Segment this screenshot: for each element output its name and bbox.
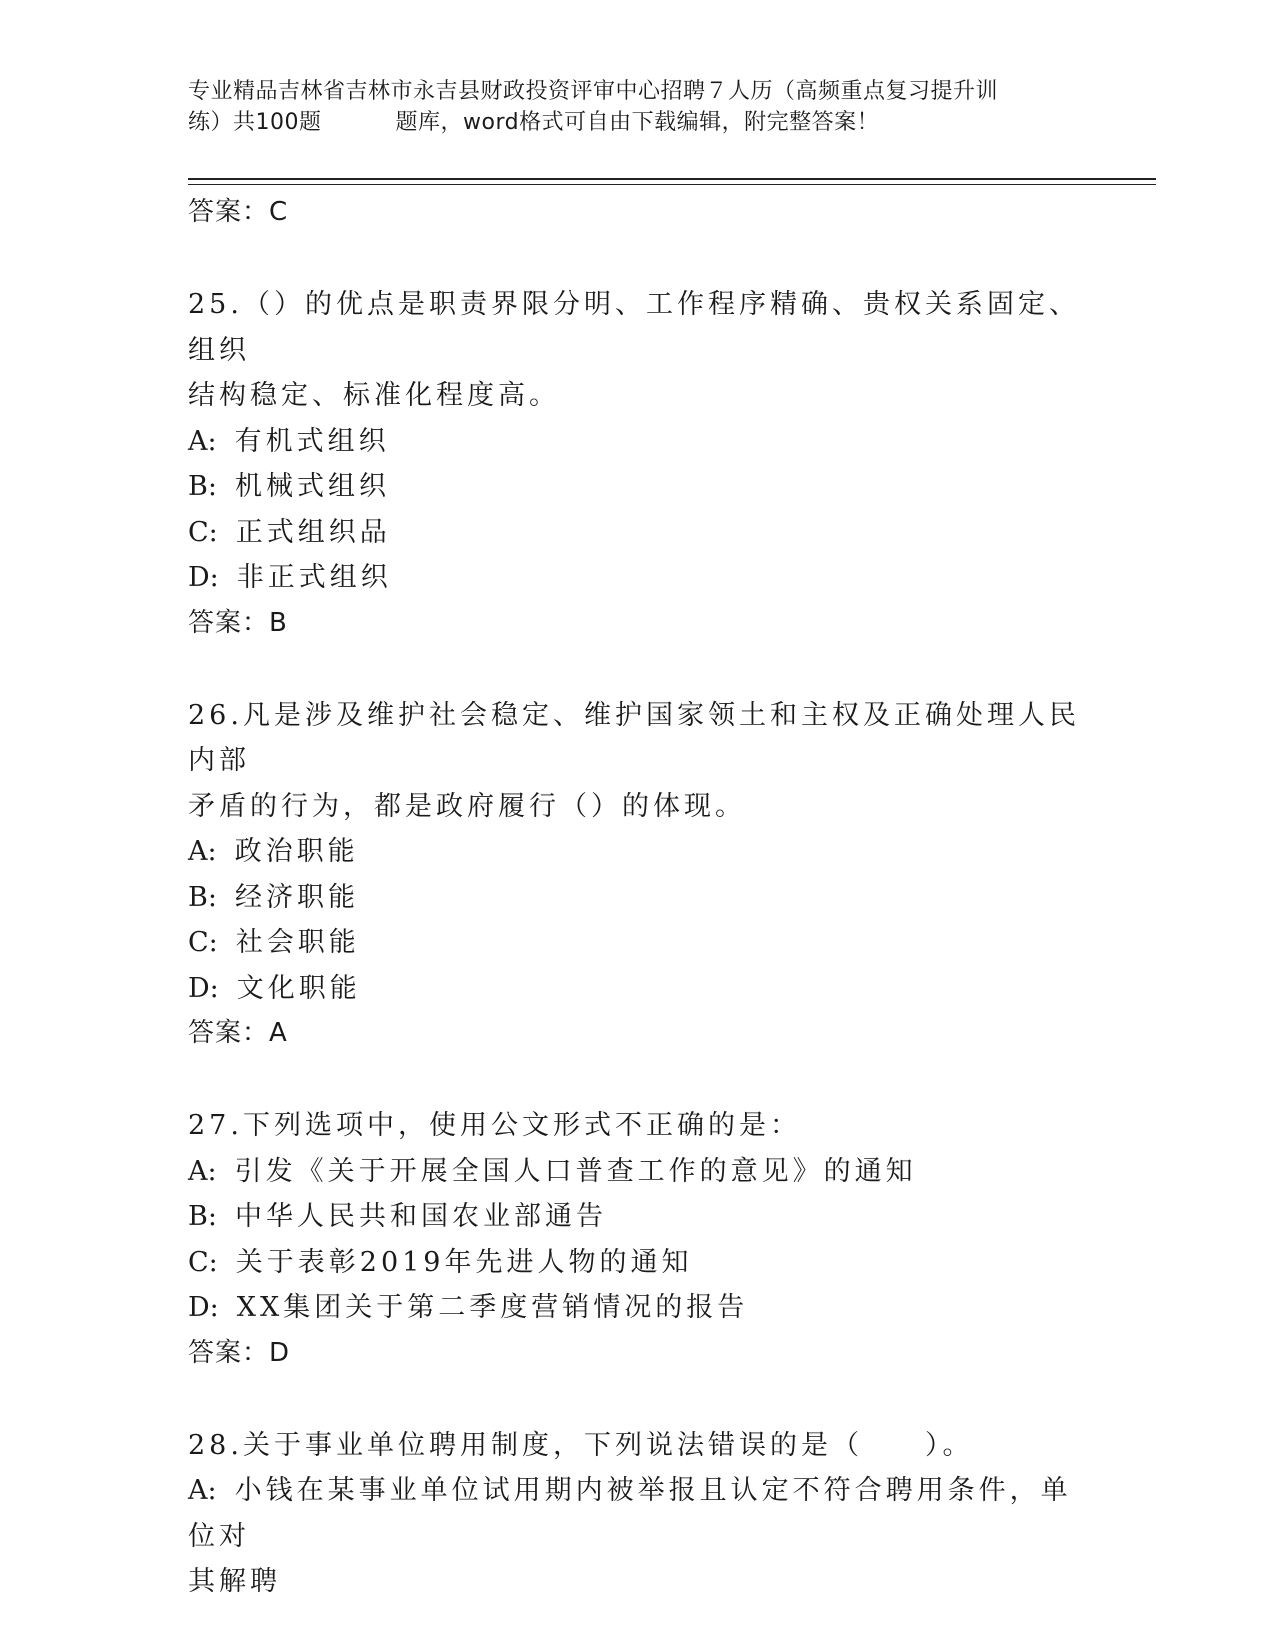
header-divider-thin — [188, 184, 1156, 185]
question-text-line: 26.凡是涉及维护社会稳定、维护国家领土和主权及正确处理人民内部 — [188, 699, 1080, 776]
option-text: 正式组织品 — [235, 516, 391, 548]
question-text-line: 28.关于事业单位聘用制度，下列说法错误的是（ ）。 — [188, 1429, 974, 1461]
question-item — [188, 1103, 1088, 1375]
option-b — [188, 1194, 1088, 1240]
question-text-line: 27.下列选项中，使用公文形式不正确的是： — [188, 1110, 801, 1141]
option-text: 文化职能 — [236, 972, 361, 1004]
option-c — [188, 920, 1088, 966]
header-title-line2 — [188, 107, 1088, 138]
page-header — [188, 76, 1088, 138]
option-a — [188, 829, 1088, 875]
option-key: B: — [188, 471, 217, 502]
option-key: D: — [188, 972, 219, 1004]
header-divider-thick — [188, 178, 1156, 180]
option-b — [188, 875, 1088, 921]
option-key: B: — [188, 881, 217, 913]
header-title-line2a: 练）共100题 — [188, 110, 322, 135]
option-key: C: — [188, 1246, 218, 1278]
option-text: 引发《关于开展全国人口普查工作的意见》的通知 — [234, 1155, 917, 1187]
option-b — [188, 464, 1088, 510]
answer-line: 答案：B — [188, 607, 288, 638]
option-a-continued: 其解聘 — [188, 1566, 281, 1597]
question-text-line: 25.（）的优点是职责界限分明、工作程序精确、贵权关系固定、组织 — [188, 289, 1080, 366]
answer-line: 答案：A — [188, 1018, 288, 1048]
question-text-line: 结构稳定、标准化程度高。 — [188, 380, 560, 411]
option-a — [188, 1468, 1088, 1559]
option-key: A: — [188, 425, 217, 457]
option-d — [188, 1285, 1088, 1331]
question-item — [188, 1423, 1088, 1605]
option-key: B: — [188, 1201, 217, 1232]
header-title-line1: 专业精品吉林省吉林市永吉县财政投资评审中心招聘７人历（高频重点复习提升训 — [188, 79, 999, 104]
option-key: A: — [188, 836, 217, 867]
option-d — [188, 555, 1088, 601]
option-text: 非正式组织 — [236, 562, 392, 593]
option-text: 机械式组织 — [234, 471, 390, 502]
option-key: C: — [188, 516, 218, 548]
question-list — [188, 190, 1088, 1605]
answer-line: 答案：D — [188, 1337, 291, 1368]
question-item — [188, 693, 1088, 1056]
option-key: C: — [188, 927, 218, 958]
option-text: 社会职能 — [235, 927, 360, 958]
previous-answer: 答案：C — [188, 197, 289, 227]
question-text-line: 矛盾的行为，都是政府履行（）的体现。 — [188, 790, 746, 822]
question-item — [188, 282, 1088, 645]
option-text: 关于表彰2019年先进人物的通知 — [235, 1246, 693, 1278]
option-a — [188, 1149, 1088, 1195]
header-title-line2b: 题库，word格式可自由下载编辑，附完整答案！ — [395, 110, 880, 135]
option-key: A: — [188, 1155, 217, 1187]
option-text: 经济职能 — [234, 881, 359, 913]
option-a — [188, 419, 1088, 465]
option-text: 中华人民共和国农业部通告 — [234, 1201, 607, 1232]
option-text: 小钱在某事业单位试用期内被举报且认定不符合聘用条件，单位对 — [188, 1475, 1072, 1552]
option-key: D: — [188, 562, 219, 593]
option-text: 政治职能 — [234, 836, 359, 867]
option-key: D: — [188, 1292, 219, 1323]
option-d — [188, 966, 1088, 1012]
option-c — [188, 510, 1088, 556]
option-c — [188, 1240, 1088, 1286]
option-key: A: — [188, 1475, 217, 1506]
option-text: XX集团关于第二季度营销情况的报告 — [236, 1292, 749, 1323]
option-text: 有机式组织 — [234, 425, 390, 457]
